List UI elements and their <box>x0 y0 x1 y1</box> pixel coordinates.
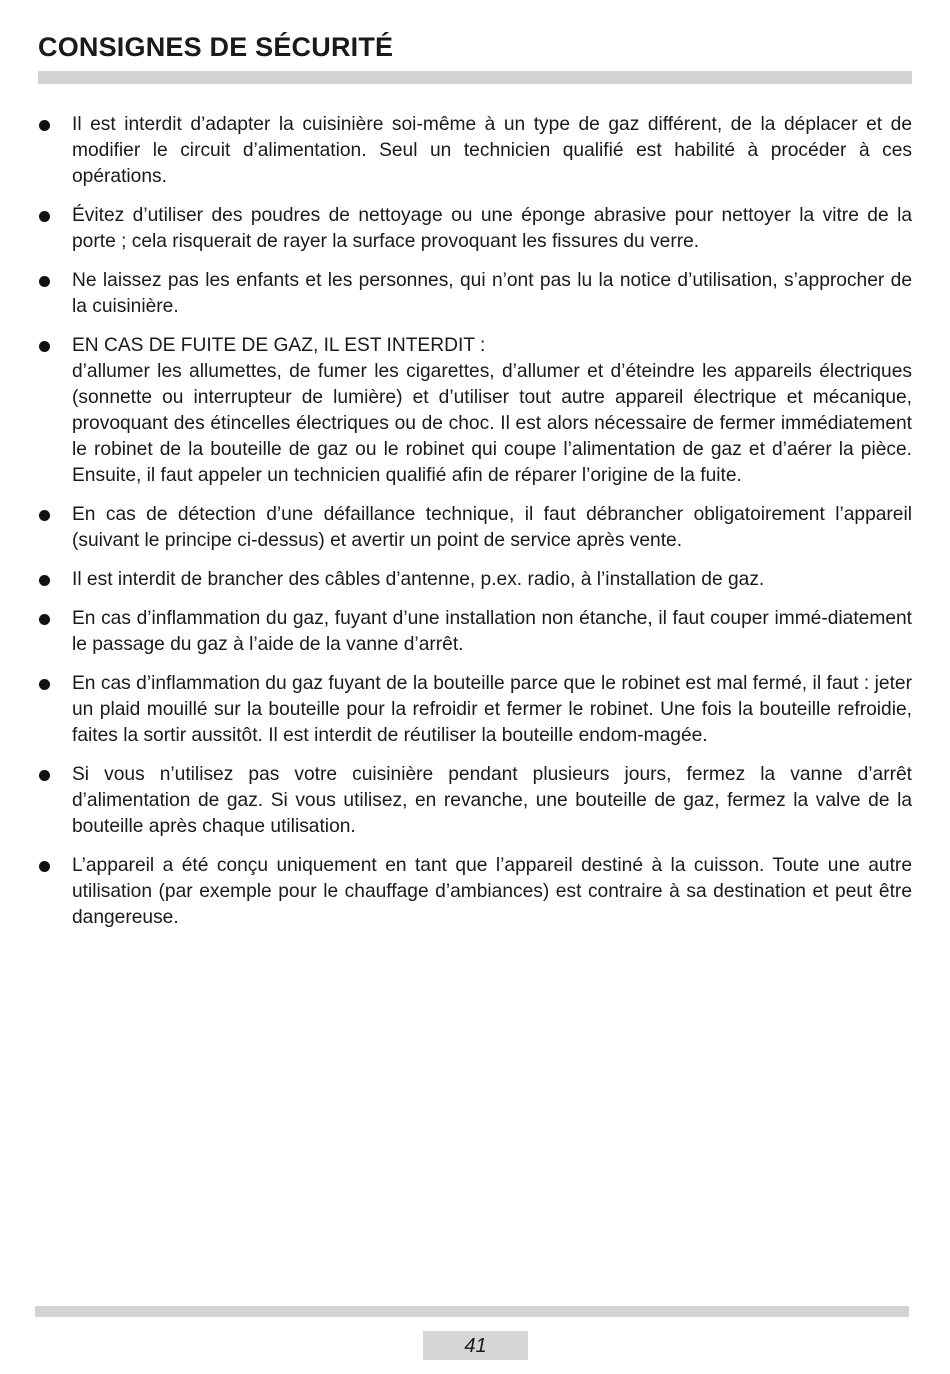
list-item <box>38 567 912 593</box>
title-divider-bar <box>38 71 912 84</box>
list-item-text: Il est interdit d’adapter la cuisinière soi-même à un type de gaz différent, de la déplacer et de modifier le circuit d’alimentation. Seul un technicien qualifié est habilité à procéder à ces opérations. <box>72 114 912 187</box>
list-item-text: En cas de détection d’une défaillance technique, il faut débrancher obligatoirement l’appareil (suivant le principe ci-dessus) et avertir un point de service après vente. <box>72 504 912 551</box>
bullet-icon <box>39 861 50 872</box>
bullet-icon <box>39 510 50 521</box>
list-item-text: L’appareil a été conçu uniquement en tant que l’appareil destiné à la cuisson. Toute une autre utilisation (par exemple pour le chauffage d’ambiances) est contraire à sa destination et peut être dangereuse. <box>72 855 912 928</box>
bullet-icon <box>39 341 50 352</box>
list-item-text: d’allumer les allumettes, de fumer les cigarettes, d’allumer et d’éteindre les appareils électriques (sonnette ou interrupteur de lumière) et d’utiliser tout autre appareil électrique et mécanique, provoquant des étincelles électriques ou de choc. Il est alors nécessaire de fermer immédiatement le robinet de la bouteille de gaz ou le robinet qui coupe l’alimentation de gaz et d’aérer la pièce. Ensuite, il faut appeler un technicien qualifié afin de réparer l’origine de la fuite. <box>72 361 912 486</box>
list-item-text: En cas d’inflammation du gaz, fuyant d’une installation non étanche, il faut couper immé-diatement le passage du gaz à l’aide de la vanne d’arrêt. <box>72 608 912 655</box>
bullet-icon <box>39 614 50 625</box>
bullet-icon <box>39 276 50 287</box>
list-item <box>38 606 912 658</box>
page-number: 41 <box>423 1331 528 1360</box>
list-item <box>38 333 912 489</box>
list-item <box>38 268 912 320</box>
bullet-icon <box>39 679 50 690</box>
bullet-icon <box>39 120 50 131</box>
bullet-icon <box>39 575 50 586</box>
list-item <box>38 502 912 554</box>
list-item <box>38 112 912 190</box>
list-item-text: Si vous n’utilisez pas votre cuisinière pendant plusieurs jours, fermez la vanne d’arrêt d’alimentation de gaz. Si vous utilisez, en revanche, une bouteille de gaz, fermez la valve de la bouteille après chaque utilisation. <box>72 764 912 837</box>
footer-divider-bar <box>35 1306 909 1317</box>
list-item-text: Ne laissez pas les enfants et les personnes, qui n’ont pas lu la notice d’utilisation, s’approcher de la cuisinière. <box>72 270 912 317</box>
list-item-text: En cas d’inflammation du gaz fuyant de la bouteille parce que le robinet est mal fermé, il faut : jeter un plaid mouillé sur la bouteille pour la refroidir et fermer le robinet. Une fois la bouteille refroidie, faites la sortir aussitôt. Il est interdit de réutiliser la bouteille endom-magée. <box>72 673 912 746</box>
safety-instructions-list <box>38 112 912 944</box>
list-item-text: Il est interdit de brancher des câbles d’antenne, p.ex. radio, à l’installation de gaz. <box>72 569 765 590</box>
bullet-icon <box>39 211 50 222</box>
list-item-text: Évitez d’utiliser des poudres de nettoyage ou une éponge abrasive pour nettoyer la vitre de la porte ; cela risquerait de rayer la surface provoquant les fissures du verre. <box>72 205 912 252</box>
bullet-icon <box>39 770 50 781</box>
list-item <box>38 671 912 749</box>
list-item-heading: EN CAS DE FUITE DE GAZ, IL EST INTERDIT : <box>72 335 486 356</box>
list-item <box>38 762 912 840</box>
list-item <box>38 203 912 255</box>
list-item <box>38 853 912 931</box>
page-title: CONSIGNES DE SÉCURITÉ <box>38 32 394 62</box>
